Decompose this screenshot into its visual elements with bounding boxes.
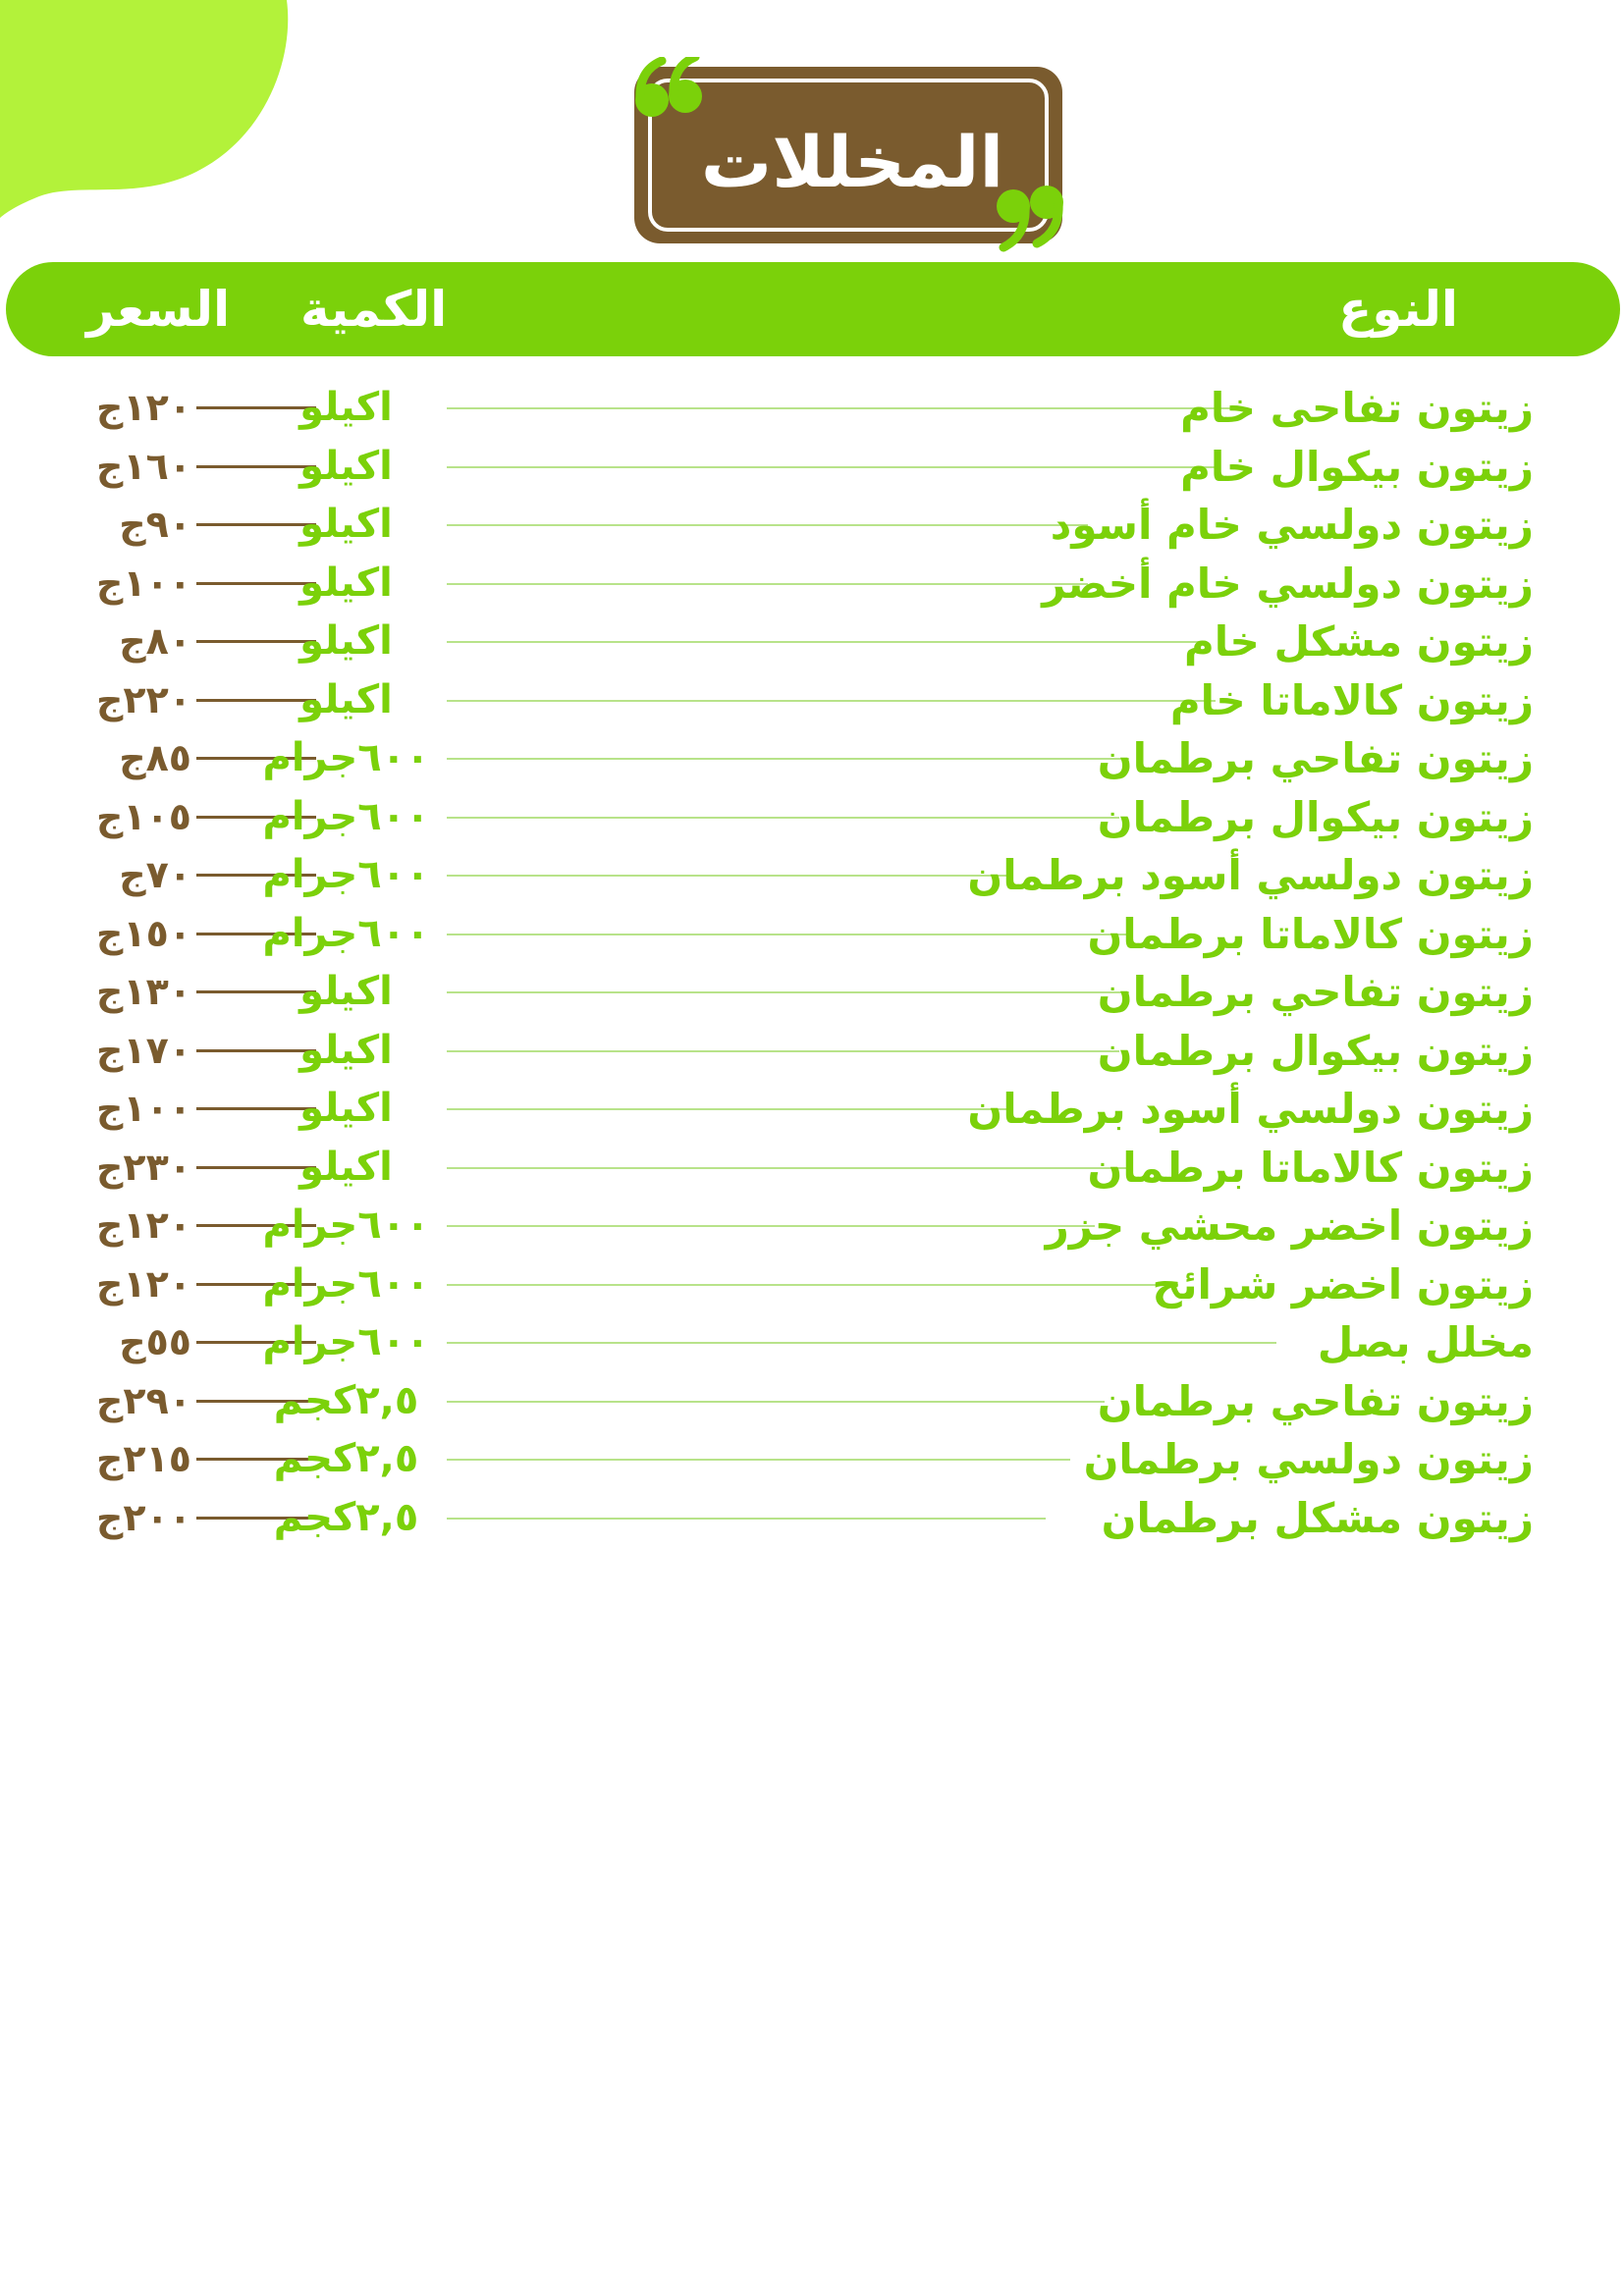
header-price: السعر [86, 281, 231, 338]
item-name: زيتون كالاماتا خام [1169, 676, 1534, 724]
item-quantity: ٦٠٠جرام [262, 1261, 430, 1307]
list-item [0, 1255, 1624, 1313]
leader-line [447, 1401, 1105, 1403]
item-name: زيتون بيكوال برطمان [1097, 793, 1534, 841]
list-item [0, 1489, 1624, 1547]
item-quantity: اكيلو [299, 385, 393, 430]
item-name: زيتون بيكوال خام [1180, 443, 1534, 491]
leader-line [447, 934, 1129, 935]
list-item [0, 1430, 1624, 1488]
list-item [0, 1313, 1624, 1371]
item-price: ١٣٠ج [96, 970, 191, 1013]
header-type: النوع [1338, 281, 1458, 338]
item-price: ١٢٠ج [96, 1203, 191, 1247]
item-name: زيتون اخضر شرائح [1152, 1260, 1534, 1308]
item-name: زيتون تفاحي برطمان [1097, 968, 1534, 1016]
page-title: المخللات [700, 121, 1004, 203]
leader-line [447, 1518, 1046, 1520]
item-price: ٢٢٠ج [96, 678, 191, 721]
item-price: ٩٠ج [119, 503, 191, 546]
item-name: زيتون تفاحى خام [1180, 384, 1534, 432]
item-quantity: اكيلو [299, 561, 393, 606]
item-name: زيتون دولسي برطمان [1083, 1435, 1534, 1483]
item-name: زيتون بيكوال برطمان [1097, 1027, 1534, 1075]
list-item [0, 905, 1624, 963]
leader-line [447, 991, 1129, 993]
list-item [0, 379, 1624, 437]
list-item [0, 788, 1624, 846]
item-price: ٢٩٠ج [96, 1379, 191, 1422]
leader-line [447, 641, 1203, 643]
item-name: زيتون مشكل برطمان [1101, 1494, 1534, 1542]
item-quantity: ٢,٥كجم [273, 1378, 419, 1423]
item-quantity: ٦٠٠جرام [262, 1319, 430, 1364]
item-name: زيتون اخضر محشي جزر [1045, 1201, 1534, 1250]
list-item [0, 496, 1624, 554]
leader-line [447, 817, 1119, 819]
item-price: ١٠٠ج [96, 561, 191, 605]
item-name: زيتون دولسي أسود برطمان [967, 1085, 1534, 1133]
item-quantity: ٦٠٠جرام [262, 735, 430, 780]
list-item [0, 729, 1624, 787]
list-item [0, 613, 1624, 670]
item-quantity: اكيلو [299, 444, 393, 489]
leader-line [447, 1050, 1119, 1052]
item-quantity: اكيلو [299, 1028, 393, 1073]
item-price: ٢٣٠ج [96, 1146, 191, 1189]
item-name: مخلل بصل [1317, 1318, 1534, 1366]
item-price: ١٢٠ج [96, 1262, 191, 1306]
item-name: زيتون مشكل خام [1184, 617, 1534, 666]
item-price: ٨٥ج [119, 736, 191, 779]
item-quantity: ٦٠٠جرام [262, 852, 430, 897]
leader-line [447, 1225, 1095, 1227]
list-item [0, 671, 1624, 729]
item-name: زيتون تفاحي برطمان [1097, 1377, 1534, 1425]
leader-line [447, 466, 1218, 468]
item-name: زيتون تفاحي برطمان [1097, 734, 1534, 782]
list-item [0, 1022, 1624, 1080]
item-name: زيتون كالاماتا برطمان [1087, 910, 1534, 958]
list-item [0, 438, 1624, 496]
leader-line [447, 700, 1216, 702]
list-item [0, 1139, 1624, 1197]
item-price: ٧٠ج [119, 853, 191, 896]
item-quantity: ٦٠٠جرام [262, 1202, 430, 1248]
list-item [0, 1372, 1624, 1430]
header-quantity: الكمية [300, 281, 448, 338]
leader-line [447, 1108, 1006, 1110]
item-quantity: اكيلو [299, 1086, 393, 1131]
item-quantity: ٦٠٠جرام [262, 911, 430, 956]
item-quantity: اكيلو [299, 969, 393, 1014]
list-item [0, 846, 1624, 904]
list-item [0, 1197, 1624, 1255]
item-price: ١٦٠ج [96, 445, 191, 488]
item-price: ١٧٠ج [96, 1029, 191, 1072]
item-name: زيتون كالاماتا برطمان [1087, 1144, 1534, 1192]
item-price: ٨٠ج [119, 619, 191, 663]
leader-line [447, 1284, 1178, 1286]
leader-line [447, 875, 1006, 877]
leader-line [447, 524, 1088, 526]
item-quantity: اكيلو [299, 677, 393, 722]
item-quantity: اكيلو [299, 618, 393, 664]
item-quantity: ٢,٥كجم [273, 1495, 419, 1540]
leader-line [447, 407, 1232, 409]
leader-line [447, 1342, 1276, 1344]
item-quantity: اكيلو [299, 1145, 393, 1190]
item-name: زيتون دولسي أسود برطمان [967, 851, 1534, 899]
list-item [0, 963, 1624, 1021]
item-price: ١٠٠ج [96, 1087, 191, 1130]
item-name: زيتون دولسي خام أسود [1050, 501, 1534, 549]
item-quantity: ٢,٥كجم [273, 1436, 419, 1481]
item-price: ١٥٠ج [96, 912, 191, 955]
item-name: زيتون دولسي خام أخضر [1042, 560, 1534, 608]
list-item [0, 1080, 1624, 1138]
item-price: ٥٥ج [119, 1320, 191, 1363]
item-price: ٢٠٠ج [96, 1496, 191, 1539]
list-item [0, 555, 1624, 613]
leader-line [447, 1459, 1070, 1461]
leader-line [447, 758, 1129, 760]
leader-line [447, 1167, 1129, 1169]
item-price: ١٠٥ج [96, 795, 191, 838]
leader-line [447, 583, 1088, 585]
item-price: ١٢٠ج [96, 386, 191, 429]
item-quantity: اكيلو [299, 502, 393, 547]
item-price: ٢١٥ج [96, 1437, 191, 1480]
item-quantity: ٦٠٠جرام [262, 794, 430, 839]
